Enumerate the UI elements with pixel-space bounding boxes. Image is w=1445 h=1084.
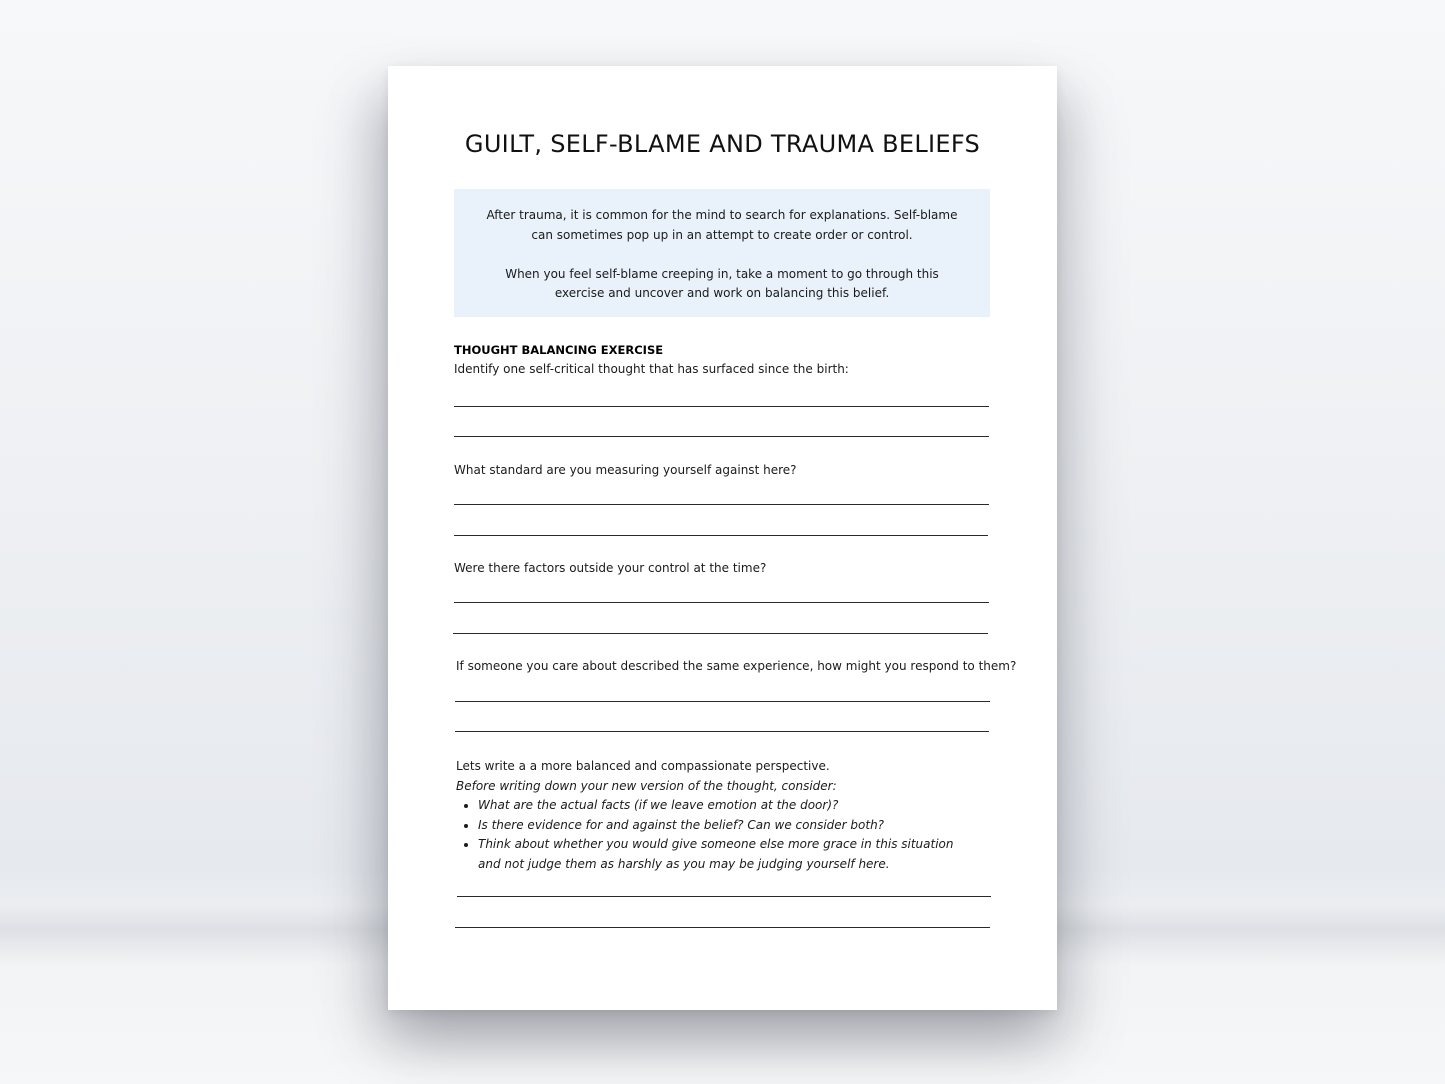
answer-line-3b[interactable] (453, 633, 988, 634)
answer-line-2b[interactable] (454, 535, 988, 536)
answer-line-3a[interactable] (454, 602, 989, 603)
reflection-bullet-2: • Is there evidence for and against the belief? Can we consider both? (478, 816, 976, 836)
question-1: Identify one self-critical thought that has surfaced since the birth: (454, 362, 849, 376)
reflection-block (456, 757, 976, 874)
question-4: If someone you care about described the same experience, how might you respond to them? (456, 659, 1017, 673)
worksheet-title: GUILT, SELF-BLAME AND TRAUMA BELIEFS (464, 130, 981, 158)
question-3: Were there factors outside your control at the time? (454, 561, 767, 575)
answer-line-4b[interactable] (455, 731, 989, 732)
intro-box (454, 189, 990, 317)
answer-line-1b[interactable] (454, 436, 989, 437)
reflection-instruction: Before writing down your new version of the thought, consider: (456, 778, 837, 793)
intro-paragraph-2: When you feel self-blame creeping in, take a moment to go through this exercise and uncover and work on balancing this belief. (505, 266, 939, 300)
reflection-bullet-list (456, 796, 976, 874)
reflection-bullet-3: • Think about whether you would give someone else more grace in this situation and not judge them as harshly as you may be judging yourself here. (478, 835, 976, 874)
reflection-prompt: Lets write a a more balanced and compassionate perspective. (456, 759, 830, 773)
answer-line-5b[interactable] (455, 927, 990, 928)
section-heading: THOUGHT BALANCING EXERCISE (454, 343, 664, 357)
answer-line-2a[interactable] (454, 504, 989, 505)
question-2: What standard are you measuring yourself against here? (454, 463, 797, 477)
worksheet-page (388, 66, 1057, 1010)
answer-line-1a[interactable] (454, 406, 989, 407)
answer-line-5a[interactable] (457, 896, 991, 897)
answer-line-4a[interactable] (455, 701, 990, 702)
reflection-bullet-1: • What are the actual facts (if we leave emotion at the door)? (478, 796, 976, 816)
intro-paragraph-1: After trauma, it is common for the mind to search for explanations. Self-blame can sometimes pop up in an attempt to create order or control. (486, 208, 958, 242)
